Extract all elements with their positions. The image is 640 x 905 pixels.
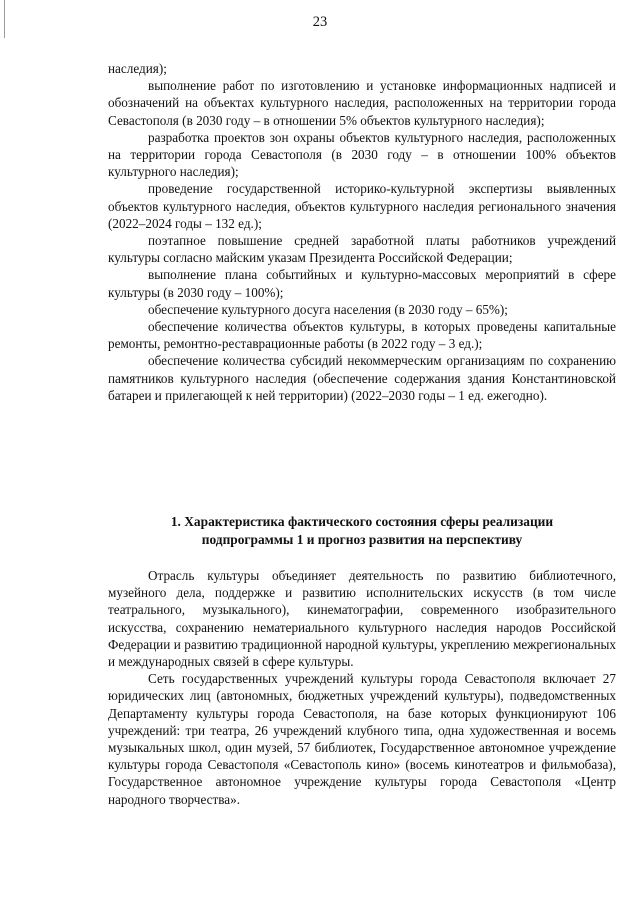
intro-text-block [108, 60, 616, 404]
paragraph-subsidies: обеспечение количества субсидий некоммерческим организациям по сохранению памятников культурного наследия (обеспечение содержания здания Константиновской батареи и прилегающей к ней территории) (2022–2030 годы – 1 ед. ежегодно). [108, 353, 616, 403]
section-text-block [108, 567, 616, 808]
paragraph-continuation: наследия); [108, 61, 167, 76]
section-heading-line-2: подпрограммы 1 и прогноз развития на перспективу [201, 531, 523, 547]
paragraph-leisure: обеспечение культурного досуга населения (в 2030 году – 65%); [148, 301, 508, 317]
paragraph-culture-sector: Отрасль культуры объединяет деятельность по развитию библиотечного, музейного дела, поддержке и развитию исполнительских искусств (в том числе театрального, музыкального), кинематографии, современного изобразительного искусства, сохранению нематериального культурного наследия народов Российской Федерации и развитию традиционной народной культуры, укреплению межрегиональных и международных связей в сфере культуры. [108, 568, 616, 670]
paragraph-salary: поэтапное повышение средней заработной платы работников учреждений культуры согласно майским указам Президента Российской Федерации; [108, 233, 616, 266]
paragraph-events-plan: выполнение плана событийных и культурно-массовых мероприятий в сфере культуры (в 2030 году – 100%); [108, 267, 616, 300]
paragraph-info-signs: выполнение работ по изготовлению и установке информационных надписей и обозначений на объектах культурного наследия, расположенных на территории города Севастополя (в 2030 году – в отношении 5% объектов культурного наследия); [108, 78, 616, 128]
section-heading [108, 513, 616, 548]
paragraph-protection-zones: разработка проектов зон охраны объектов культурного наследия, расположенных на территории города Севастополя (в 2030 году – в отношении 100% объектов культурного наследия); [108, 129, 616, 180]
section-heading-line-1: 1. Характеристика фактического состояния сферы реализации [170, 514, 554, 529]
paragraph-repairs: обеспечение количества объектов культуры, в которых проведены капитальные ремонты, ремонтно-реставрационные работы (в 2022 году – 3 ед.); [108, 319, 616, 352]
paragraph-institutions-network: Сеть государственных учреждений культуры города Севастополя включает 27 юридических лиц (автономных, бюджетных учреждений культуры), подведомственных Департаменту культуры города Севастополя, на базе которых функционируют 106 учреждений: три театра, 26 учреждений клубного типа, одна художественная и восемь музыкальных школ, один музей, 57 библиотек, Государственное автономное учреждение культуры города Севастополя «Севастополь кино» (восемь кинотеатров и фильмобаза), Государственное автономное учреждение культуры города Севастополя «Центр народного творчества». [108, 671, 616, 807]
page-number: 23 [312, 14, 328, 30]
paragraph-expertise: проведение государственной историко-культурной экспертизы выявленных объектов культурного наследия, объектов культурного наследия регионального значения (2022–2024 годы – 132 ед.); [108, 181, 616, 231]
